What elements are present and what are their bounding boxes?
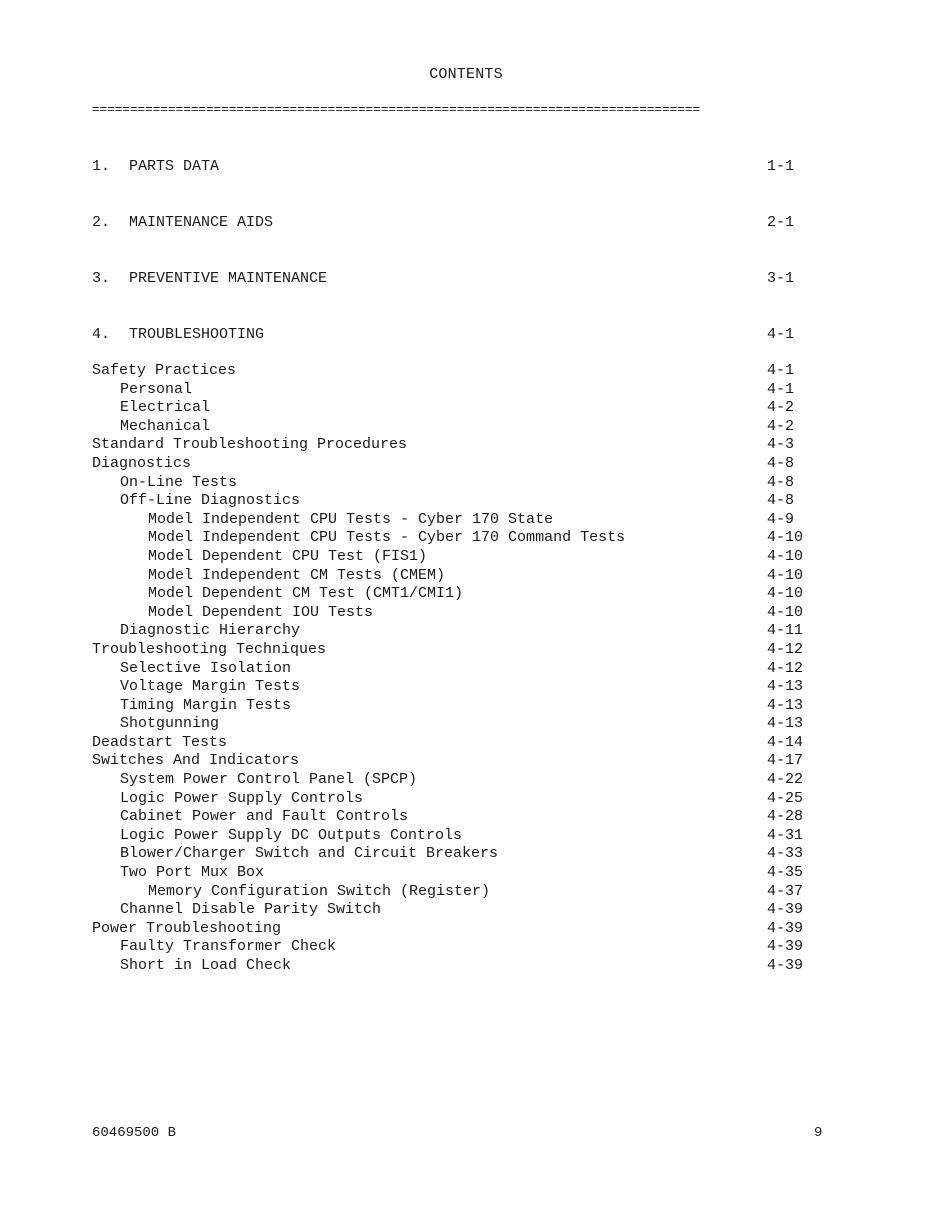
toc-entry[interactable] [92, 771, 812, 790]
toc-entry-label: Shotgunning [120, 715, 220, 733]
chapter-title: TROUBLESHOOTING [129, 326, 265, 343]
toc-entry-label: Personal [120, 380, 193, 398]
toc-entry-label: Cabinet Power and Fault Controls [120, 808, 409, 826]
toc-entry-label: Mechanical [120, 417, 211, 435]
toc-entry-label: Two Port Mux Box [120, 864, 265, 882]
toc-entry-label: Safety Practices [92, 362, 237, 379]
toc-entry-label: Model Independent CM Tests (CMEM) [148, 566, 446, 584]
chapter-number: 3. [92, 270, 111, 287]
toc-entry[interactable] [92, 864, 812, 883]
toc-entry-label: Model Independent CPU Tests - Cyber 170 State [148, 510, 554, 528]
toc-entry-label: Logic Power Supply DC Outputs Controls [120, 826, 463, 844]
toc-entry-page: 4-8 [767, 473, 795, 491]
toc-entry[interactable] [92, 752, 812, 771]
toc-entry-label: Short in Load Check [120, 957, 292, 974]
toc-entry-label: Model Dependent CM Test (CMT1/CMI1) [148, 585, 464, 603]
page-number: 9 [814, 1125, 823, 1141]
toc-entry[interactable] [92, 827, 812, 846]
toc-entry-page: 4-2 [767, 417, 795, 435]
toc-entry[interactable] [92, 790, 812, 809]
toc-entry-page: 4-2 [767, 399, 795, 417]
toc-entry-page: 4-39 [767, 957, 804, 974]
toc-entry[interactable] [92, 883, 812, 902]
chapter-title: PREVENTIVE MAINTENANCE [129, 270, 328, 287]
toc-entry-page: 4-39 [767, 919, 804, 937]
toc-entry[interactable] [92, 845, 812, 864]
toc-entry-label: Diagnostic Hierarchy [120, 622, 301, 640]
toc-entry-label: Channel Disable Parity Switch [120, 901, 382, 919]
toc-entry-page: 4-1 [767, 362, 795, 379]
toc-entry-page: 4-39 [767, 901, 804, 919]
toc-entry-page: 4-10 [767, 566, 804, 584]
toc-entry-page: 4-31 [767, 826, 804, 844]
toc-entry-label: Logic Power Supply Controls [120, 789, 364, 807]
toc-entry-label: Model Dependent CPU Test (FIS1) [148, 547, 428, 565]
toc-entry[interactable] [92, 901, 812, 920]
toc-entry-label: Diagnostics [92, 454, 192, 472]
toc-entry-page: 4-14 [767, 733, 804, 751]
toc-entry-page: 4-10 [767, 603, 804, 621]
toc-entry-page: 4-28 [767, 808, 804, 826]
toc-entry-label: System Power Control Panel (SPCP) [120, 771, 418, 789]
toc-entry-page: 4-1 [767, 380, 795, 398]
separator-rule: ================================================================================ [92, 103, 701, 117]
chapter-number: 2. [92, 214, 111, 231]
toc-entry-page: 4-10 [767, 529, 804, 547]
toc-entry[interactable] [92, 678, 812, 697]
toc-entry-page: 4-35 [767, 864, 804, 882]
toc-entry[interactable] [92, 529, 812, 548]
toc-entry-page: 4-33 [767, 845, 804, 863]
toc-entries [92, 362, 812, 976]
toc-entry-label: Deadstart Tests [92, 733, 228, 751]
chapter-page: 4-1 [767, 326, 795, 343]
toc-entry-label: On-Line Tests [120, 473, 238, 491]
toc-entry-label: Model Independent CPU Tests - Cyber 170 Command Tests [148, 529, 626, 547]
toc-entry[interactable] [92, 418, 812, 437]
toc-entry[interactable] [92, 399, 812, 418]
toc-entry-label: Timing Margin Tests [120, 696, 292, 714]
toc-entry[interactable] [92, 362, 812, 381]
toc-entry[interactable] [92, 381, 812, 400]
toc-entry-page: 4-3 [767, 436, 795, 454]
toc-entry[interactable] [92, 474, 812, 493]
toc-entry-label: Switches And Indicators [92, 752, 300, 770]
toc-entry-label: Electrical [120, 399, 211, 417]
toc-entry-page: 4-10 [767, 585, 804, 603]
toc-entry[interactable] [92, 938, 812, 957]
page-title: CONTENTS [429, 66, 503, 83]
toc-entry-page: 4-13 [767, 715, 804, 733]
toc-entry[interactable] [92, 436, 812, 455]
toc-entry[interactable] [92, 548, 812, 567]
toc-entry[interactable] [92, 585, 812, 604]
toc-entry[interactable] [92, 734, 812, 753]
toc-entry-label: Selective Isolation [120, 659, 292, 677]
toc-entry-label: Voltage Margin Tests [120, 678, 301, 696]
toc-entry[interactable] [92, 455, 812, 474]
toc-entry[interactable] [92, 660, 812, 679]
toc-entry-page: 4-17 [767, 752, 804, 770]
toc-entry-page: 4-12 [767, 659, 804, 677]
toc-entry-label: Off-Line Diagnostics [120, 492, 301, 510]
toc-entry[interactable] [92, 604, 812, 623]
chapter-page: 1-1 [767, 158, 795, 175]
toc-entry-page: 4-10 [767, 547, 804, 565]
toc-entry-label: Memory Configuration Switch (Register) [148, 882, 491, 900]
toc-entry-page: 4-37 [767, 882, 804, 900]
toc-entry-page: 4-11 [767, 622, 804, 640]
toc-entry-page: 4-13 [767, 678, 804, 696]
toc-entry-page: 4-25 [767, 789, 804, 807]
toc-entry[interactable] [92, 567, 812, 586]
toc-entry-label: Power Troubleshooting [92, 919, 282, 937]
toc-entry-label: Faulty Transformer Check [120, 938, 337, 956]
toc-entry[interactable] [92, 715, 812, 734]
toc-entry[interactable] [92, 622, 812, 641]
toc-entry-page: 4-13 [767, 696, 804, 714]
toc-entry[interactable] [92, 697, 812, 716]
toc-entry-page: 4-12 [767, 640, 804, 658]
toc-entry-label: Model Dependent IOU Tests [148, 603, 374, 621]
chapter-page: 2-1 [767, 214, 795, 231]
toc-entry[interactable] [92, 808, 812, 827]
chapter-page: 3-1 [767, 270, 795, 287]
toc-entry-page: 4-22 [767, 771, 804, 789]
chapter-number: 4. [92, 326, 111, 343]
toc-entry-label: Blower/Charger Switch and Circuit Breakers [120, 845, 499, 863]
toc-entry[interactable] [92, 957, 812, 976]
toc-entry-page: 4-8 [767, 454, 795, 472]
toc-entry[interactable] [92, 920, 812, 939]
chapter-title: MAINTENANCE AIDS [129, 214, 274, 231]
toc-entry-page: 4-8 [767, 492, 795, 510]
toc-entry[interactable] [92, 641, 812, 660]
toc-entry-page: 4-39 [767, 938, 804, 956]
toc-entry-page: 4-9 [767, 510, 795, 528]
document-number: 60469500 B [92, 1125, 177, 1141]
toc-entry-label: Troubleshooting Techniques [92, 640, 327, 658]
chapter-title: PARTS DATA [129, 158, 220, 175]
chapter-number: 1. [92, 158, 111, 175]
toc-entry[interactable] [92, 492, 812, 511]
toc-entry[interactable] [92, 511, 812, 530]
toc-entry-label: Standard Troubleshooting Procedures [92, 436, 408, 454]
